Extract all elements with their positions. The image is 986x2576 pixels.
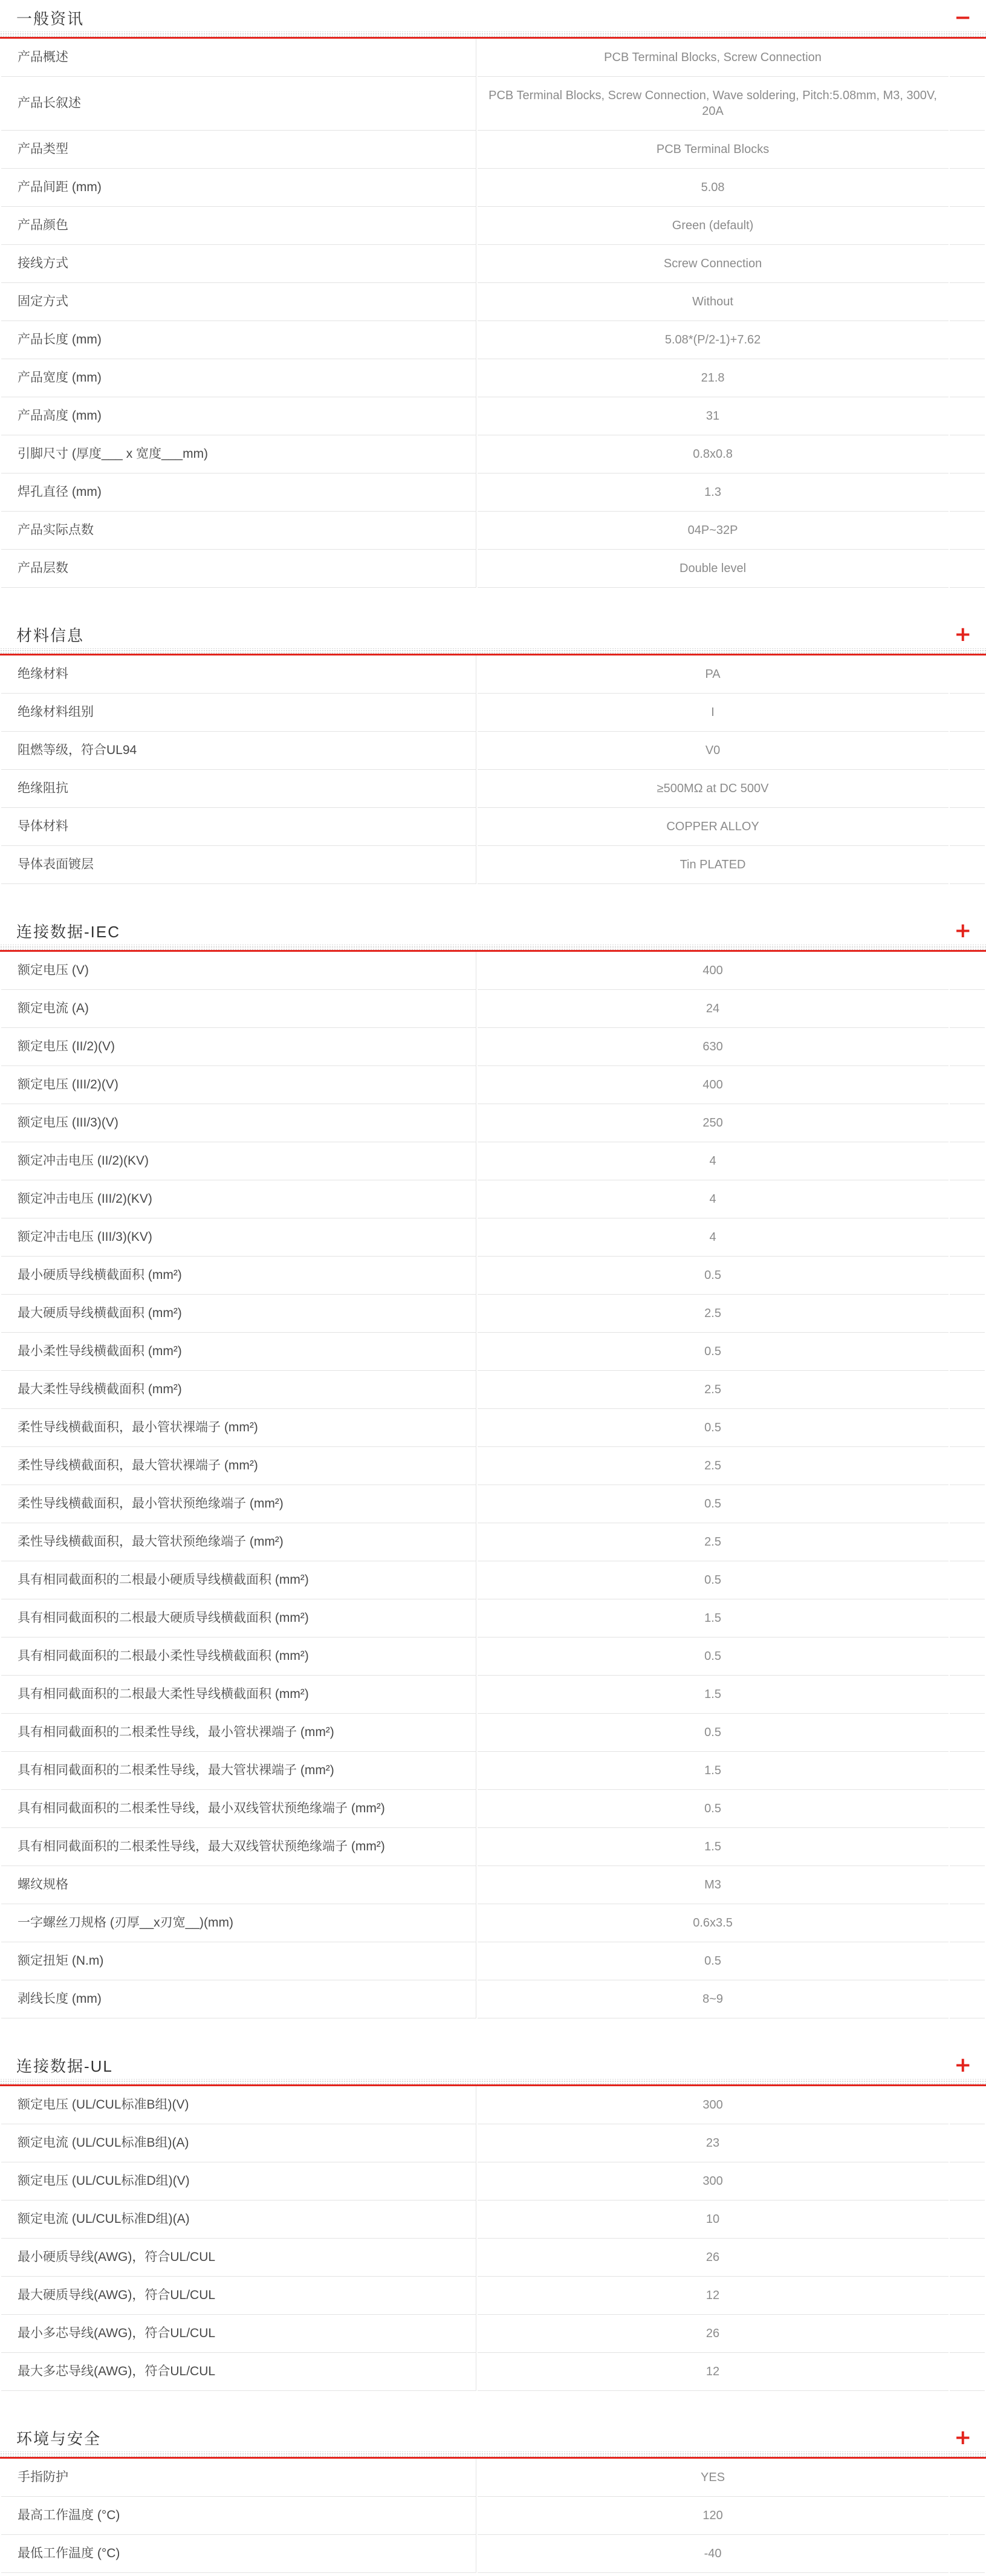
spec-value: 300 — [478, 2086, 949, 2124]
spec-row — [1, 2239, 985, 2277]
spec-row — [1, 1180, 985, 1218]
spec-label: 具有相同截面积的二根柔性导线，最小双线管状预绝缘端子 (mm²) — [1, 1790, 476, 1828]
spec-empty-cell — [950, 131, 985, 169]
spec-empty-cell — [950, 952, 985, 990]
spec-label: 产品实际点数 — [1, 512, 476, 550]
spec-empty-cell — [950, 846, 985, 884]
spec-label: 最高工作温度 (°C) — [1, 2497, 476, 2535]
spec-value: 0.5 — [478, 1790, 949, 1828]
spec-value: Double level — [478, 550, 949, 588]
spec-row — [1, 550, 985, 588]
spec-value: PCB Terminal Blocks, Screw Connection — [478, 39, 949, 77]
spec-value: 2.5 — [478, 1447, 949, 1485]
spec-empty-cell — [950, 732, 985, 770]
spec-empty-cell — [950, 512, 985, 550]
spec-empty-cell — [950, 169, 985, 207]
spec-value: YES — [478, 2459, 949, 2497]
spec-empty-cell — [950, 1218, 985, 1257]
spec-value: 2.5 — [478, 1523, 949, 1561]
spec-label: 焊孔直径 (mm) — [1, 473, 476, 512]
spec-value: 120 — [478, 2497, 949, 2535]
spec-value: PA — [478, 655, 949, 694]
spec-label: 剥线长度 (mm) — [1, 1980, 476, 2018]
spec-row — [1, 2277, 985, 2315]
spec-value: 1.5 — [478, 1599, 949, 1638]
section-header — [0, 2051, 986, 2079]
spec-empty-cell — [950, 1028, 985, 1066]
spec-empty-cell — [950, 283, 985, 321]
spec-table — [0, 2459, 986, 2573]
spec-row — [1, 397, 985, 435]
spec-value: 0.5 — [478, 1257, 949, 1295]
spec-row — [1, 77, 985, 131]
dotted-divider — [0, 2079, 986, 2084]
section-title: 连接数据-UL — [16, 2057, 113, 2075]
spec-row — [1, 169, 985, 207]
spec-label: 导体材料 — [1, 808, 476, 846]
spec-row — [1, 1714, 985, 1752]
spec-label: 额定冲击电压 (II/2)(KV) — [1, 1142, 476, 1180]
spec-value: M3 — [478, 1866, 949, 1904]
spec-value: 1.3 — [478, 473, 949, 512]
spec-section — [0, 620, 986, 884]
spec-label: 具有相同截面积的二根柔性导线，最大管状裸端子 (mm²) — [1, 1752, 476, 1790]
spec-empty-cell — [950, 808, 985, 846]
spec-value: Screw Connection — [478, 245, 949, 283]
spec-label: 产品层数 — [1, 550, 476, 588]
spec-value: I — [478, 694, 949, 732]
spec-value: 0.5 — [478, 1714, 949, 1752]
spec-empty-cell — [950, 359, 985, 397]
spec-row — [1, 473, 985, 512]
spec-row — [1, 1523, 985, 1561]
spec-empty-cell — [950, 2353, 985, 2391]
spec-label: 手指防护 — [1, 2459, 476, 2497]
spec-empty-cell — [950, 1066, 985, 1104]
spec-label: 一字螺丝刀规格 (刃厚__x刃宽__)(mm) — [1, 1904, 476, 1942]
spec-empty-cell — [950, 1866, 985, 1904]
spec-label: 产品宽度 (mm) — [1, 359, 476, 397]
spec-value: PCB Terminal Blocks, Screw Connection, Wave soldering, Pitch:5.08mm, M3, 300V, 20A — [478, 77, 949, 131]
spec-label: 绝缘阻抗 — [1, 770, 476, 808]
spec-row — [1, 359, 985, 397]
spec-label: 具有相同截面积的二根最大柔性导线横截面积 (mm²) — [1, 1676, 476, 1714]
spec-row — [1, 1371, 985, 1409]
spec-row — [1, 512, 985, 550]
spec-label: 绝缘材料 — [1, 655, 476, 694]
spec-row — [1, 1561, 985, 1599]
spec-row — [1, 2200, 985, 2239]
spec-value: 300 — [478, 2162, 949, 2200]
spec-section — [0, 2424, 986, 2573]
spec-label: 螺纹规格 — [1, 1866, 476, 1904]
spec-empty-cell — [950, 1523, 985, 1561]
spec-empty-cell — [950, 397, 985, 435]
spec-row — [1, 1104, 985, 1142]
spec-value: 21.8 — [478, 359, 949, 397]
spec-row — [1, 952, 985, 990]
spec-label: 额定电压 (UL/CUL标准B组)(V) — [1, 2086, 476, 2124]
spec-row — [1, 1752, 985, 1790]
spec-empty-cell — [950, 694, 985, 732]
spec-empty-cell — [950, 207, 985, 245]
spec-label: 最低工作温度 (°C) — [1, 2535, 476, 2573]
spec-row — [1, 1599, 985, 1638]
spec-row — [1, 1676, 985, 1714]
spec-empty-cell — [950, 39, 985, 77]
spec-empty-cell — [950, 1104, 985, 1142]
spec-value: 250 — [478, 1104, 949, 1142]
spec-value: V0 — [478, 732, 949, 770]
spec-empty-cell — [950, 2239, 985, 2277]
spec-label: 额定电压 (V) — [1, 952, 476, 990]
spec-empty-cell — [950, 2535, 985, 2573]
spec-value: 31 — [478, 397, 949, 435]
spec-row — [1, 1942, 985, 1980]
dotted-divider — [0, 648, 986, 654]
spec-row — [1, 1333, 985, 1371]
spec-row — [1, 1257, 985, 1295]
spec-row — [1, 1790, 985, 1828]
spec-label: 额定电压 (III/2)(V) — [1, 1066, 476, 1104]
spec-row — [1, 1904, 985, 1942]
expand-plus-icon[interactable]: + — [954, 622, 971, 646]
spec-value: COPPER ALLOY — [478, 808, 949, 846]
section-header — [0, 620, 986, 648]
spec-value: 24 — [478, 990, 949, 1028]
spec-value: 1.5 — [478, 1752, 949, 1790]
spec-label: 最大硬质导线横截面积 (mm²) — [1, 1295, 476, 1333]
spec-empty-cell — [950, 1638, 985, 1676]
spec-table — [0, 2086, 986, 2391]
spec-row — [1, 2124, 985, 2162]
section-title: 环境与安全 — [16, 2429, 102, 2448]
spec-value: 0.5 — [478, 1942, 949, 1980]
spec-label: 额定电压 (III/3)(V) — [1, 1104, 476, 1142]
dotted-divider — [0, 31, 986, 37]
spec-row — [1, 2459, 985, 2497]
spec-empty-cell — [950, 1790, 985, 1828]
product-spec-page — [0, 4, 986, 2573]
spec-section — [0, 917, 986, 2018]
spec-empty-cell — [950, 1904, 985, 1942]
spec-empty-cell — [950, 2459, 985, 2497]
spec-label: 具有相同截面积的二根柔性导线，最小管状裸端子 (mm²) — [1, 1714, 476, 1752]
section-title: 材料信息 — [16, 626, 85, 645]
spec-value: 630 — [478, 1028, 949, 1066]
spec-label: 引脚尺寸 (厚度___ x 宽度___mm) — [1, 435, 476, 473]
spec-label: 柔性导线横截面积，最大管状裸端子 (mm²) — [1, 1447, 476, 1485]
spec-row — [1, 732, 985, 770]
spec-row — [1, 1980, 985, 2018]
spec-label: 最小柔性导线横截面积 (mm²) — [1, 1333, 476, 1371]
spec-table — [0, 655, 986, 884]
expand-plus-icon[interactable]: + — [954, 918, 971, 943]
spec-value: 5.08 — [478, 169, 949, 207]
spec-empty-cell — [950, 2124, 985, 2162]
spec-row — [1, 1218, 985, 1257]
spec-empty-cell — [950, 473, 985, 512]
spec-value: 4 — [478, 1142, 949, 1180]
spec-value: 0.5 — [478, 1638, 949, 1676]
spec-value: 0.5 — [478, 1333, 949, 1371]
spec-value: 0.6x3.5 — [478, 1904, 949, 1942]
spec-label: 额定电压 (UL/CUL标准D组)(V) — [1, 2162, 476, 2200]
spec-label: 产品类型 — [1, 131, 476, 169]
spec-label: 额定冲击电压 (III/3)(KV) — [1, 1218, 476, 1257]
section-title: 一般资讯 — [16, 9, 85, 28]
spec-row — [1, 694, 985, 732]
spec-label: 额定电流 (UL/CUL标准B组)(A) — [1, 2124, 476, 2162]
dotted-divider — [0, 945, 986, 950]
spec-table — [0, 952, 986, 2018]
spec-empty-cell — [950, 1333, 985, 1371]
spec-row — [1, 435, 985, 473]
spec-row — [1, 283, 985, 321]
spec-row — [1, 846, 985, 884]
spec-empty-cell — [950, 1980, 985, 2018]
spec-row — [1, 2086, 985, 2124]
spec-label: 产品高度 (mm) — [1, 397, 476, 435]
spec-section — [0, 4, 986, 588]
spec-label: 产品长叙述 — [1, 77, 476, 131]
spec-empty-cell — [950, 1599, 985, 1638]
spec-row — [1, 2497, 985, 2535]
dotted-divider — [0, 2451, 986, 2457]
spec-row — [1, 1447, 985, 1485]
spec-section — [0, 2051, 986, 2391]
spec-empty-cell — [950, 245, 985, 283]
spec-label: 具有相同截面积的二根柔性导线，最大双线管状预绝缘端子 (mm²) — [1, 1828, 476, 1866]
spec-row — [1, 655, 985, 694]
spec-value: ≥500MΩ at DC 500V — [478, 770, 949, 808]
spec-row — [1, 1638, 985, 1676]
spec-value: 12 — [478, 2277, 949, 2315]
spec-value: 12 — [478, 2353, 949, 2391]
spec-value: 0.8x0.8 — [478, 435, 949, 473]
spec-empty-cell — [950, 321, 985, 359]
spec-label: 具有相同截面积的二根最大硬质导线横截面积 (mm²) — [1, 1599, 476, 1638]
spec-value: 0.5 — [478, 1561, 949, 1599]
spec-row — [1, 245, 985, 283]
spec-label: 具有相同截面积的二根最小柔性导线横截面积 (mm²) — [1, 1638, 476, 1676]
spec-empty-cell — [950, 550, 985, 588]
spec-value: Without — [478, 283, 949, 321]
spec-value: 400 — [478, 1066, 949, 1104]
spec-label: 产品长度 (mm) — [1, 321, 476, 359]
spec-value: -40 — [478, 2535, 949, 2573]
spec-row — [1, 1066, 985, 1104]
spec-row — [1, 1485, 985, 1523]
spec-label: 绝缘材料组别 — [1, 694, 476, 732]
spec-label: 额定扭矩 (N.m) — [1, 1942, 476, 1980]
spec-empty-cell — [950, 1295, 985, 1333]
spec-label: 阻燃等级，符合UL94 — [1, 732, 476, 770]
spec-row — [1, 770, 985, 808]
spec-empty-cell — [950, 1714, 985, 1752]
spec-label: 柔性导线横截面积，最大管状预绝缘端子 (mm²) — [1, 1523, 476, 1561]
spec-label: 额定电流 (UL/CUL标准D组)(A) — [1, 2200, 476, 2239]
section-header — [0, 4, 986, 31]
spec-row — [1, 131, 985, 169]
spec-empty-cell — [950, 2200, 985, 2239]
spec-value: 10 — [478, 2200, 949, 2239]
spec-value: 4 — [478, 1218, 949, 1257]
spec-row — [1, 2162, 985, 2200]
spec-value: 8~9 — [478, 1980, 949, 2018]
spec-table — [0, 39, 986, 588]
section-header — [0, 2424, 986, 2451]
spec-empty-cell — [950, 1409, 985, 1447]
spec-label: 固定方式 — [1, 283, 476, 321]
spec-value: 400 — [478, 952, 949, 990]
spec-label: 最小硬质导线(AWG)，符合UL/CUL — [1, 2239, 476, 2277]
spec-label: 具有相同截面积的二根最小硬质导线横截面积 (mm²) — [1, 1561, 476, 1599]
spec-label: 柔性导线横截面积，最小管状裸端子 (mm²) — [1, 1409, 476, 1447]
spec-label: 最大柔性导线横截面积 (mm²) — [1, 1371, 476, 1409]
spec-empty-cell — [950, 770, 985, 808]
spec-empty-cell — [950, 2162, 985, 2200]
spec-empty-cell — [950, 435, 985, 473]
spec-empty-cell — [950, 2277, 985, 2315]
spec-label: 产品概述 — [1, 39, 476, 77]
spec-row — [1, 1828, 985, 1866]
spec-label: 产品间距 (mm) — [1, 169, 476, 207]
spec-empty-cell — [950, 1828, 985, 1866]
spec-row — [1, 1866, 985, 1904]
spec-empty-cell — [950, 1752, 985, 1790]
spec-label: 最大多芯导线(AWG)，符合UL/CUL — [1, 2353, 476, 2391]
spec-value: 2.5 — [478, 1295, 949, 1333]
spec-empty-cell — [950, 1371, 985, 1409]
spec-empty-cell — [950, 1561, 985, 1599]
spec-empty-cell — [950, 990, 985, 1028]
spec-label: 最小多芯导线(AWG)，符合UL/CUL — [1, 2315, 476, 2353]
spec-value: 1.5 — [478, 1828, 949, 1866]
spec-empty-cell — [950, 77, 985, 131]
spec-value: 5.08*(P/2-1)+7.62 — [478, 321, 949, 359]
spec-value: 2.5 — [478, 1371, 949, 1409]
spec-value: Green (default) — [478, 207, 949, 245]
spec-row — [1, 2315, 985, 2353]
spec-value: 4 — [478, 1180, 949, 1218]
spec-label: 最大硬质导线(AWG)，符合UL/CUL — [1, 2277, 476, 2315]
spec-label: 产品颜色 — [1, 207, 476, 245]
spec-value: 26 — [478, 2239, 949, 2277]
expand-plus-icon[interactable]: + — [954, 2052, 971, 2077]
spec-value: 26 — [478, 2315, 949, 2353]
spec-empty-cell — [950, 2497, 985, 2535]
spec-empty-cell — [950, 1142, 985, 1180]
spec-empty-cell — [950, 1942, 985, 1980]
spec-value: 0.5 — [478, 1409, 949, 1447]
spec-row — [1, 808, 985, 846]
spec-row — [1, 207, 985, 245]
section-header — [0, 917, 986, 945]
spec-empty-cell — [950, 1676, 985, 1714]
spec-row — [1, 2353, 985, 2391]
spec-value: 1.5 — [478, 1676, 949, 1714]
spec-label: 最小硬质导线横截面积 (mm²) — [1, 1257, 476, 1295]
spec-row — [1, 1142, 985, 1180]
collapse-minus-icon[interactable]: − — [954, 5, 971, 30]
spec-empty-cell — [950, 1485, 985, 1523]
spec-label: 导体表面镀层 — [1, 846, 476, 884]
expand-plus-icon[interactable]: + — [954, 2425, 971, 2450]
spec-label: 额定电流 (A) — [1, 990, 476, 1028]
spec-label: 额定冲击电压 (III/2)(KV) — [1, 1180, 476, 1218]
spec-value: 0.5 — [478, 1485, 949, 1523]
spec-empty-cell — [950, 1447, 985, 1485]
spec-empty-cell — [950, 1257, 985, 1295]
spec-row — [1, 2535, 985, 2573]
spec-empty-cell — [950, 1180, 985, 1218]
spec-value: PCB Terminal Blocks — [478, 131, 949, 169]
spec-row — [1, 1028, 985, 1066]
spec-row — [1, 321, 985, 359]
spec-value: 04P~32P — [478, 512, 949, 550]
spec-value: Tin PLATED — [478, 846, 949, 884]
spec-label: 接线方式 — [1, 245, 476, 283]
spec-label: 柔性导线横截面积，最小管状预绝缘端子 (mm²) — [1, 1485, 476, 1523]
section-title: 连接数据-IEC — [16, 922, 121, 941]
spec-label: 额定电压 (II/2)(V) — [1, 1028, 476, 1066]
spec-row — [1, 39, 985, 77]
spec-empty-cell — [950, 2086, 985, 2124]
spec-row — [1, 990, 985, 1028]
spec-empty-cell — [950, 655, 985, 694]
spec-row — [1, 1295, 985, 1333]
spec-empty-cell — [950, 2315, 985, 2353]
spec-row — [1, 1409, 985, 1447]
spec-value: 23 — [478, 2124, 949, 2162]
